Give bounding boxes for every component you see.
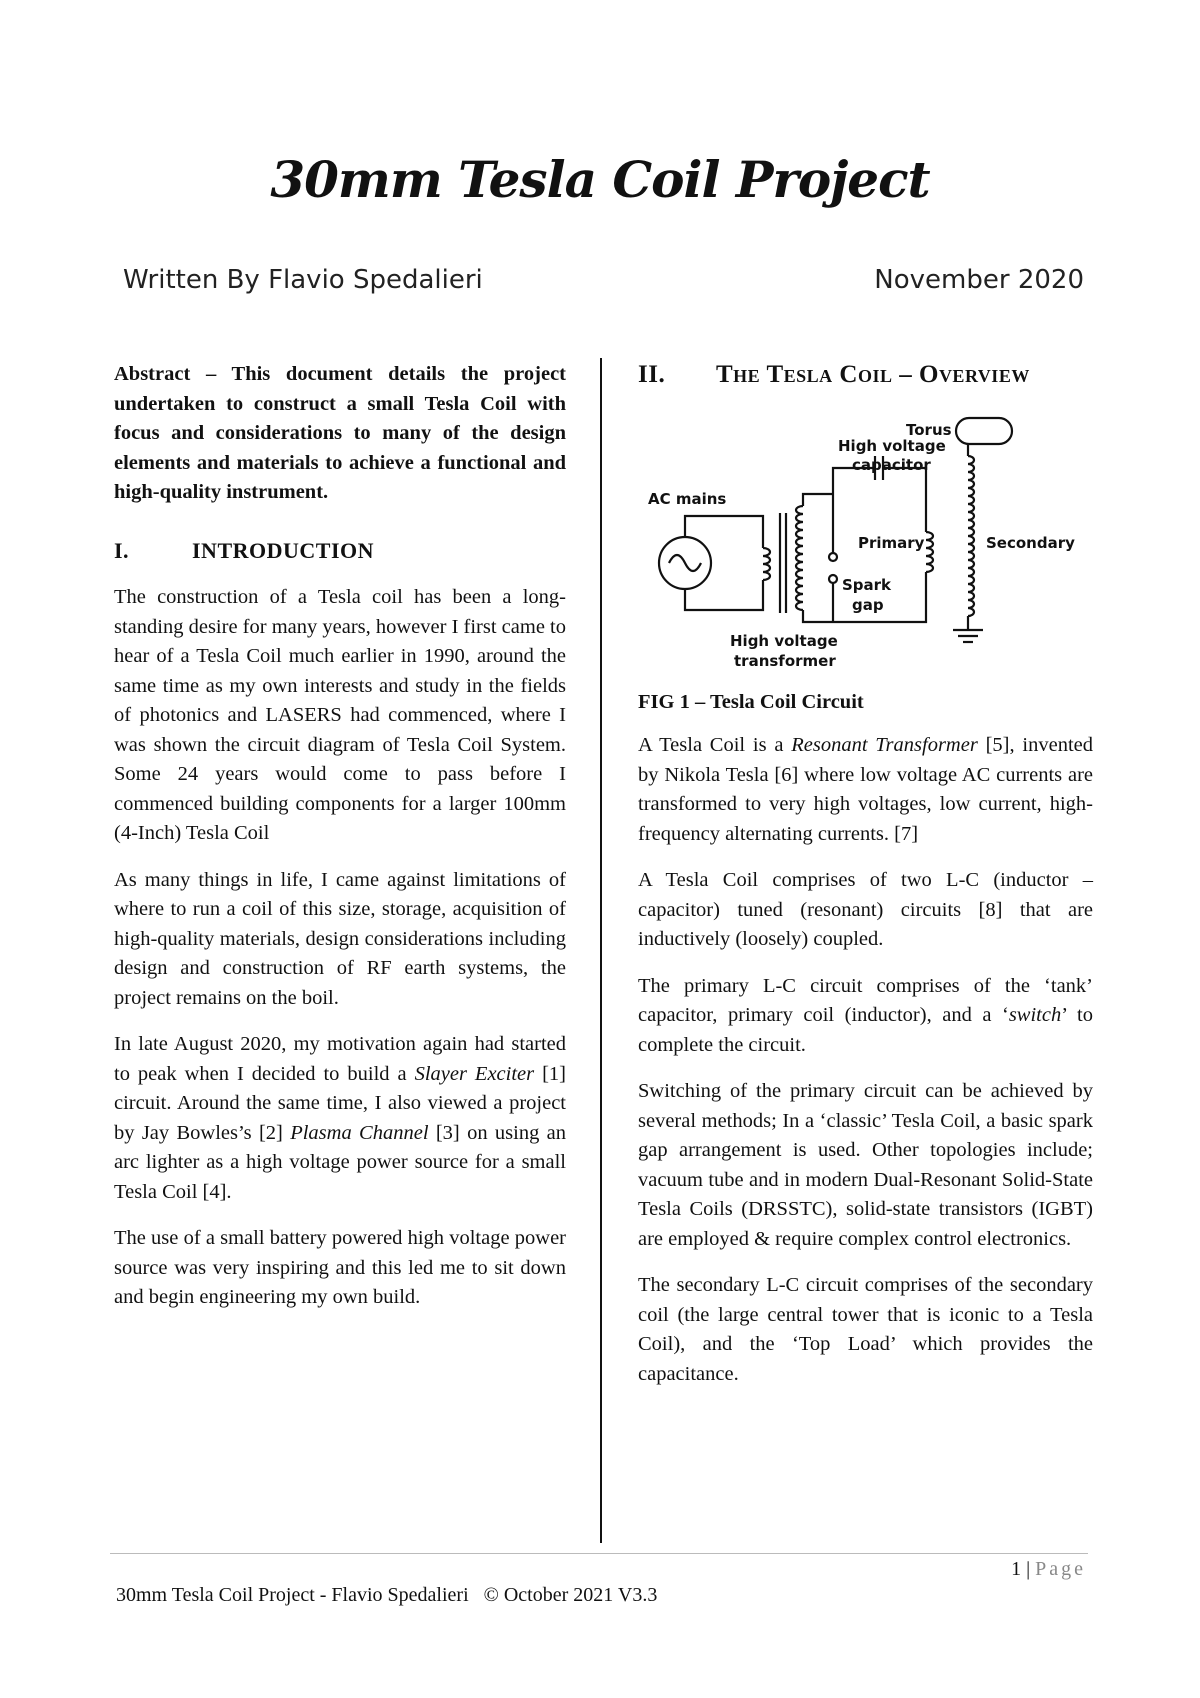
section-number: I. xyxy=(114,537,130,563)
p3-text-c: [3] on using an arc lighter as a high voltage power source for a small Tesla Coil [4]. xyxy=(114,1121,566,1203)
author-line: Written By Flavio Spedalieri xyxy=(123,265,483,295)
page-number-value: 1 xyxy=(1011,1558,1022,1580)
intro-paragraph-2: As many things in life, I came against limitations of where to run a coil of this size, storage, acquisition of high-quality materials, design considerations including design and construction of RF earth systems, the project remains on the boil. xyxy=(114,868,566,1009)
secondary-coil-winding xyxy=(968,456,974,616)
spark-gap-electrode-bottom xyxy=(829,575,837,583)
overview-paragraph-4: Switching of the primary circuit can be achieved by several methods; In a ‘classic’ Tesla Coil, a basic spark gap arrangement is used. Other topologies include; vacuum tube and in modern Dual-Resonant Solid-State Tesla Coils (DRSSTC), solid-state transistors (IGBT) are employed & require complex control electronics. xyxy=(638,1080,1093,1250)
hv-wire-bottom xyxy=(803,610,833,622)
overview-paragraph-5: The secondary L-C circuit comprises of the secondary coil (the large central tower that is iconic to a Tesla Coil), and the ‘Top Load’ which provides the capacitance. xyxy=(638,1274,1093,1385)
label-hv-transformer-line2: transformer xyxy=(734,651,836,670)
primary-coil-winding xyxy=(926,532,933,572)
intro-paragraph-4: The use of a small battery powered high voltage power source was very inspiring and this led me to sit down and begin engineering my own build. xyxy=(114,1227,566,1308)
op3-text-b: ’ to complete the circuit. xyxy=(638,1004,1093,1056)
figure-caption: FIG 1 – Tesla Coil Circuit xyxy=(638,690,864,713)
sine-wave xyxy=(669,555,701,571)
page-word: Page xyxy=(1035,1558,1086,1580)
abstract-text: This document details the project undertaken to construct a small Tesla Coil with focus and considerations to many of the design elements and materials to achieve a functional and high-quality instrument. xyxy=(114,363,566,503)
op1-text-a: A Tesla Coil is a xyxy=(638,734,792,756)
section-title: INTRODUCTION xyxy=(192,537,375,563)
hv-wire-top xyxy=(803,494,833,506)
mains-wire-bottom xyxy=(685,580,763,610)
label-torus: Torus xyxy=(906,420,952,439)
left-column xyxy=(114,360,566,1330)
intro-paragraph-1: The construction of a Tesla coil has been a long-standing desire for many years, however I first came to hear of a Tesla Coil much earlier in 1990, around the same time as my own interests and study in the fields of photonics and LASERS had commenced, where I was shown the circuit diagram of Tesla Coil System. Some 24 years would come to pass before I commenced building components for a larger 100mm (4-Inch) Tesla Coil xyxy=(114,586,566,844)
section-heading-introduction xyxy=(114,536,566,566)
overview-paragraph-1 xyxy=(638,731,1093,849)
op1-text-b: [5], invented by Nikola Tesla [6] where low voltage AC currents are transformed to very high voltages, low current, high-frequency alternating currents. [7] xyxy=(638,734,1093,845)
plasma-channel-term: Plasma Channel xyxy=(290,1121,429,1144)
page-number-separator: | xyxy=(1021,1558,1036,1580)
abstract xyxy=(114,360,566,508)
label-gap: gap xyxy=(852,595,884,614)
label-hv-capacitor-line1: High voltage xyxy=(838,436,946,455)
section-heading-overview xyxy=(638,360,1093,390)
page-number xyxy=(1011,1558,1086,1581)
tesla-coil-circuit-figure xyxy=(638,408,1093,678)
right-column xyxy=(638,360,1093,1406)
p3-text-a: In late August 2020, my motivation again had started to peak when I decided to build a xyxy=(114,1033,566,1085)
cap-wire-right xyxy=(883,468,926,532)
label-ac-mains: AC mains xyxy=(648,489,727,508)
transformer-primary-winding xyxy=(763,548,770,580)
document-title: 30mm Tesla Coil Project xyxy=(270,150,930,209)
date-line: November 2020 xyxy=(874,265,1084,295)
footer-rule xyxy=(110,1553,1088,1554)
label-hv-transformer-line1: High voltage xyxy=(730,631,838,650)
label-secondary: Secondary xyxy=(986,533,1075,552)
label-primary: Primary xyxy=(858,533,925,552)
section-number: II. xyxy=(638,361,666,388)
label-spark: Spark xyxy=(842,575,892,594)
transformer-secondary-winding xyxy=(796,506,803,610)
abstract-label: Abstract – xyxy=(114,363,232,385)
section-title: The Tesla Coil – Overview xyxy=(716,361,1030,388)
slayer-exciter-term: Slayer Exciter xyxy=(414,1062,535,1085)
overview-paragraph-3 xyxy=(638,972,1093,1061)
footer-text: 30mm Tesla Coil Project - Flavio Spedalieri © October 2021 V3.3 xyxy=(116,1584,658,1606)
mains-wire-top xyxy=(685,516,763,548)
resonant-transformer-term: Resonant Transformer xyxy=(791,734,978,756)
torus-symbol xyxy=(956,418,1012,444)
p3-text-b: [1] circuit. Around the same time, I also viewed a project by Jay Bowles’s [2] xyxy=(114,1062,566,1144)
switch-term: switch xyxy=(1008,1004,1062,1026)
spark-gap-electrode-top xyxy=(829,553,837,561)
circuit-diagram xyxy=(638,408,1093,678)
op3-text-a: The primary L-C circuit comprises of the ‘tank’ capacitor, primary coil (inductor), and a ‘ xyxy=(638,974,1093,1026)
label-hv-capacitor-line2: capacitor xyxy=(852,455,931,474)
overview-paragraph-2: A Tesla Coil comprises of two L-C (inductor – capacitor) tuned (resonant) circuits [8] that are inductively (loosely) coupled. xyxy=(638,869,1093,950)
column-divider xyxy=(600,358,602,1543)
intro-paragraph-3 xyxy=(114,1030,566,1207)
